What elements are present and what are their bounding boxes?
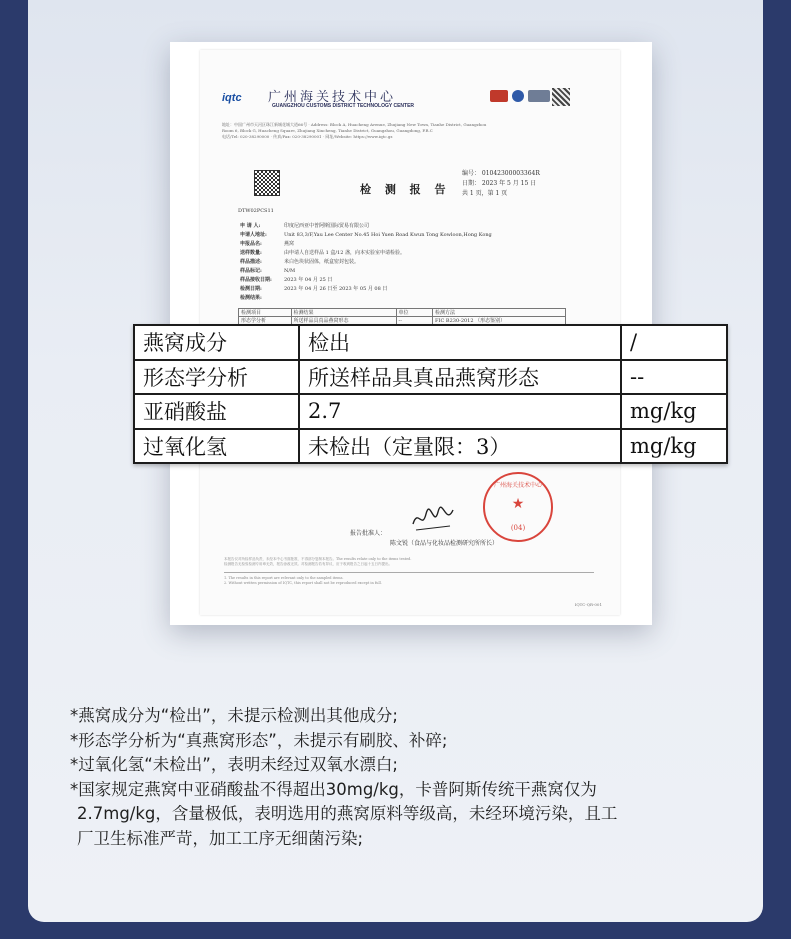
unit-cell: mg/kg — [621, 429, 727, 464]
unit-cell: -- — [621, 360, 727, 395]
org-name-zh: 广州海关技术中心 — [268, 90, 397, 105]
table-row — [134, 360, 727, 395]
iqtc-logo: iqtc — [222, 92, 242, 104]
note-line: 厂卫生标准严苛，加工工序无细菌污染; — [77, 828, 364, 848]
table-row — [134, 394, 727, 429]
approver-name: 陈文锐（食品与化妆品检测研究所所长） — [390, 540, 499, 547]
result-cell: 所送样品具真品燕窝形态 — [299, 360, 621, 395]
disclaimer-line: 2. Without written permission of IQTC, this report shall not be reproduced except in full. — [224, 581, 382, 585]
explanation-notes — [70, 704, 760, 851]
report-qr-code-icon — [254, 170, 280, 196]
disclaimer-line: 本报告仅对所检样品负责，未经本中心书面批准，不得部分复制本报告。The results relate only to the items tested. — [224, 557, 412, 561]
result-cell: 未检出（定量限：3） — [299, 429, 621, 464]
header-qr-code-icon — [552, 88, 570, 106]
result-cell: 检出 — [299, 325, 621, 360]
disclaimer-line: 1. The results in this report are relevant only to the sampled items. — [224, 576, 344, 580]
disclaimer-line: 检测报告无检验检测专用章无效，报告涂改无效。对检测报告若有异议，应于收到报告之日起十五日内提出。 — [224, 562, 392, 566]
table-row: 形态学分析 所送样品具真品燕窝形态 -- FIC B230-2012 （形态鉴别） — [239, 317, 566, 325]
item-cell: 过氧化氢 — [134, 429, 299, 464]
report-title: 检 测 报 告 — [360, 183, 451, 196]
ilac-badge-icon — [512, 90, 524, 102]
info-row: 样品标记: N/M — [240, 268, 296, 274]
cma-badge-icon — [490, 90, 508, 102]
document-code: DTW02PCS11 — [238, 208, 274, 214]
address-line: Room 6, Block G, Huacheng Square, Zhujiang Xincheng, Tianhe District, Guangzhou, Guangdong, P.R.C — [222, 128, 433, 133]
table-header-row: 检测项目 检测结果 单位 检测方法 — [239, 309, 566, 317]
unit-cell: mg/kg — [621, 394, 727, 429]
item-cell: 燕窝成分 — [134, 325, 299, 360]
note-line: 2.7mg/kg，含量极低，表明选用的燕窝原料等级高，未经环境污染，且工 — [77, 804, 618, 823]
info-row: 送样数量: 由申请人自送样品 1 盒/12 盏，向本实验室申请检验。 — [240, 250, 405, 256]
info-row: 申报品名: 燕窝 — [240, 241, 295, 247]
info-row: 检测结果: — [240, 295, 262, 301]
divider — [224, 572, 594, 573]
table-row — [134, 325, 727, 360]
report-number: 编号： 01042300003364R — [462, 170, 540, 177]
results-overlay-table — [133, 324, 728, 464]
table-row — [134, 429, 727, 464]
note-line: *燕窝成分为“检出”，未提示检测出其他成分; — [70, 706, 398, 725]
item-cell: 形态学分析 — [134, 360, 299, 395]
cnas-badge-icon — [528, 90, 550, 102]
approver-label: 报告批准人： — [350, 530, 387, 537]
note-line: *形态学分析为“真燕窝形态”，未提示有刷胶、补碎; — [70, 730, 448, 750]
org-name-en: GUANGZHOU CUSTOMS DISTRICT TECHNOLOGY CENTER — [272, 103, 415, 109]
note-line: *国家规定燕窝中亚硝酸盐不得超出30mg/kg，卡普阿斯传统干燕窝仅为 — [70, 779, 597, 799]
official-seal: 广州海关技术中心 ★ (04) — [483, 472, 553, 542]
info-row: 样品描述: 米白色块状固体，纸盒密封包装。 — [240, 259, 360, 265]
contact-line: 电话/Tel: 020-38290000 · 传真/Fax: 020-38290001 · 网址/Website: https://www.iqtc.gz — [222, 134, 393, 139]
report-date: 日期： 2023 年 5 月 15 日 — [462, 180, 537, 187]
item-cell: 亚硝酸盐 — [134, 394, 299, 429]
report-header — [222, 86, 582, 112]
note-line: *过氧化氢“未检出”，表明未经过双氧水漂白; — [70, 755, 398, 774]
page-code: IQTC-QR-001 — [574, 602, 602, 607]
unit-cell: / — [621, 325, 727, 360]
content-card — [28, 0, 763, 922]
address-line: 地址：中国广州市天河区珠江新城花城大道66号 · Address: Block A, Huacheng Avenue, Zhujiang New Town, Tianhe District, Guangzhou — [222, 122, 487, 127]
star-icon: ★ — [511, 496, 525, 512]
result-cell: 2.7 — [299, 394, 621, 429]
info-row: 申请人地址: Unit 83,3/F,Yau Lee Center No.45 Hoi Yuen Road Kwun Tong Kowloon,Hong Kong — [240, 232, 492, 238]
info-row: 样品接收日期: 2023 年 04 月 25 日 — [240, 277, 333, 283]
page-info: 共 1 页，第 1 页 — [462, 190, 508, 197]
handwritten-signature — [410, 504, 456, 534]
info-row: 检测日期: 2023 年 04 月 26 日至 2023 年 05 月 08 日 — [240, 286, 388, 292]
info-row: 申 请 人: 印度尼西亚中普阿斯国际贸易有限公司 — [240, 223, 370, 229]
